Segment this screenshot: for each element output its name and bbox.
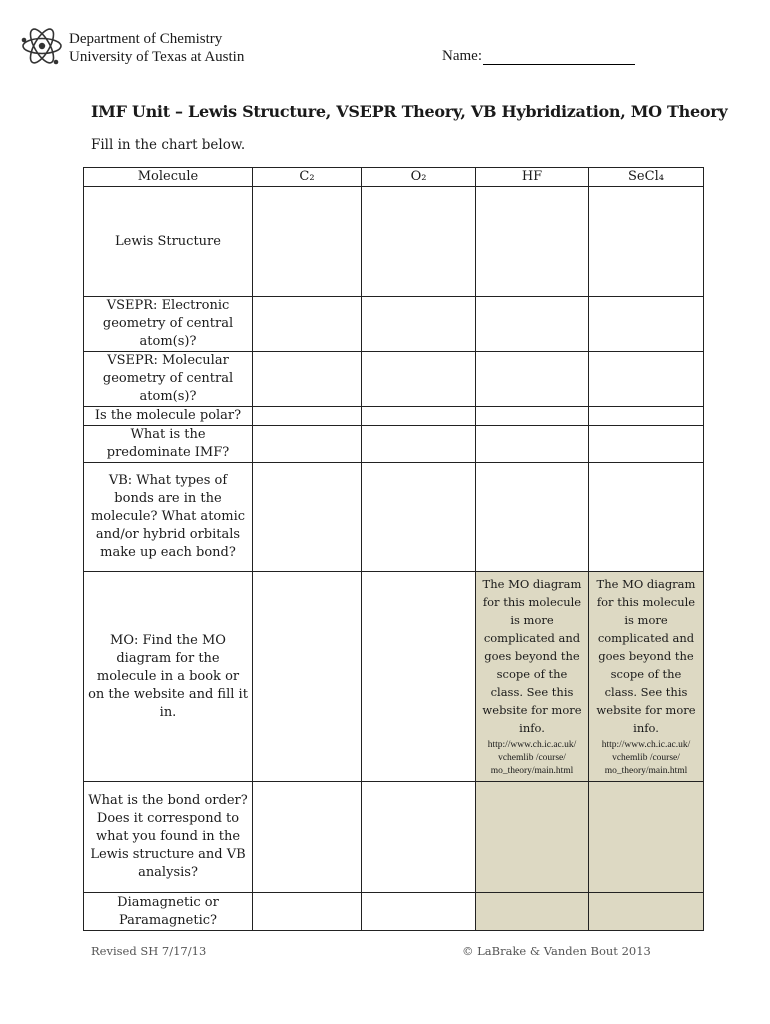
mo-note-cell-secl4 [589, 572, 704, 782]
table-row [84, 297, 704, 352]
table-header-row [84, 168, 704, 187]
header-hf: HF [476, 168, 589, 187]
shaded-cell [476, 782, 589, 893]
mo-note-text: The MO diagram for this molecule is more complicated and goes beyond the scope of the class. See this website for more info. [596, 576, 696, 735]
answer-cell[interactable] [362, 352, 476, 407]
footer-copyright: © LaBrake & Vanden Bout 2013 [462, 944, 651, 958]
row-label-bond-order: What is the bond order? Does it correspond to what you found in the Lewis structure and VB analysis? [84, 782, 253, 893]
answer-cell[interactable] [589, 463, 704, 572]
answer-cell[interactable] [589, 407, 704, 426]
row-label-imf: What is the predominate IMF? [84, 426, 253, 463]
table-row [84, 893, 704, 931]
answer-cell[interactable] [362, 893, 476, 931]
row-label-electronic-geometry: VSEPR: Electronic geometry of central atom(s)? [84, 297, 253, 352]
name-field [442, 48, 635, 65]
answer-cell[interactable] [589, 426, 704, 463]
answer-cell[interactable] [253, 407, 362, 426]
header-secl4: SeCl₄ [589, 168, 704, 187]
row-label-lewis: Lewis Structure [84, 187, 253, 297]
answer-cell[interactable] [362, 426, 476, 463]
answer-cell[interactable] [253, 426, 362, 463]
answer-cell[interactable] [589, 297, 704, 352]
header-o2: O₂ [362, 168, 476, 187]
department-name: Department of Chemistry [69, 31, 223, 47]
mo-note-cell-hf [476, 572, 589, 782]
name-label: Name: [442, 48, 482, 64]
answer-cell[interactable] [476, 463, 589, 572]
table-row [84, 463, 704, 572]
footer-revised: Revised SH 7/17/13 [91, 944, 207, 958]
row-label-vb-bonds: VB: What types of bonds are in the molecule? What atomic and/or hybrid orbitals make up each bond? [84, 463, 253, 572]
row-label-molecular-geometry: VSEPR: Molecular geometry of central atom(s)? [84, 352, 253, 407]
row-label-magnetism: Diamagnetic or Paramagnetic? [84, 893, 253, 931]
header-c2: C₂ [253, 168, 362, 187]
answer-cell[interactable] [476, 297, 589, 352]
answer-cell[interactable] [589, 352, 704, 407]
table-row [84, 352, 704, 407]
header-molecule: Molecule [84, 168, 253, 187]
answer-cell[interactable] [253, 352, 362, 407]
shaded-cell [589, 782, 704, 893]
answer-cell[interactable] [362, 463, 476, 572]
university-name: University of Texas at Austin [69, 49, 245, 65]
shaded-cell [476, 893, 589, 931]
name-blank-line[interactable] [483, 50, 635, 65]
answer-cell[interactable] [253, 572, 362, 782]
answer-cell[interactable] [253, 893, 362, 931]
instructions: Fill in the chart below. [91, 137, 246, 153]
answer-cell[interactable] [362, 572, 476, 782]
mo-note-link[interactable]: http://www.ch.ic.ac.uk/ vchemlib /course/ mo_theory/main.html [487, 739, 577, 776]
row-label-mo-diagram: MO: Find the MO diagram for the molecule in a book or on the website and fill it in. [84, 572, 253, 782]
table-row [84, 572, 704, 782]
mo-note-text: The MO diagram for this molecule is more complicated and goes beyond the scope of the class. See this website for more info. [482, 576, 582, 735]
answer-cell[interactable] [362, 187, 476, 297]
answer-cell[interactable] [253, 463, 362, 572]
table-row [84, 407, 704, 426]
answer-cell[interactable] [253, 297, 362, 352]
answer-cell[interactable] [253, 782, 362, 893]
answer-cell[interactable] [589, 187, 704, 297]
page-title: IMF Unit – Lewis Structure, VSEPR Theory, VB Hybridization, MO Theory [91, 102, 728, 121]
imf-chart-table [83, 167, 704, 931]
table-row [84, 187, 704, 297]
answer-cell[interactable] [476, 426, 589, 463]
table-row [84, 782, 704, 893]
answer-cell[interactable] [362, 407, 476, 426]
table-row [84, 426, 704, 463]
answer-cell[interactable] [476, 407, 589, 426]
shaded-cell [589, 893, 704, 931]
answer-cell[interactable] [362, 297, 476, 352]
answer-cell[interactable] [476, 187, 589, 297]
answer-cell[interactable] [476, 352, 589, 407]
answer-cell[interactable] [362, 782, 476, 893]
mo-note-link[interactable]: http://www.ch.ic.ac.uk/ vchemlib /course/ mo_theory/main.html [601, 739, 691, 776]
answer-cell[interactable] [253, 187, 362, 297]
department-block [69, 30, 244, 66]
row-label-polar: Is the molecule polar? [84, 407, 253, 426]
atom-icon [20, 24, 64, 68]
